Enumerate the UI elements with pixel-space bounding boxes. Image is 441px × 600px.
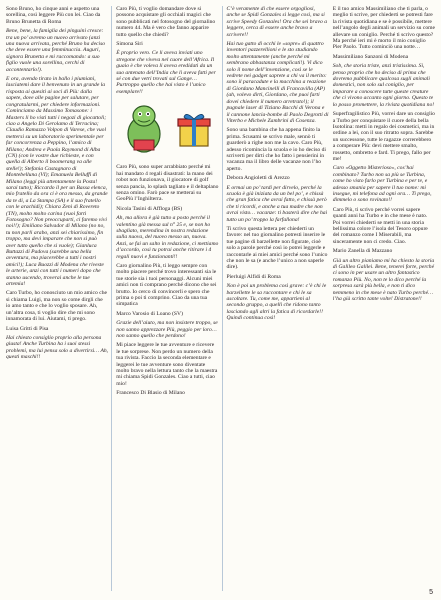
editor-reply: Già un altro pianiamo mi ha chiesto la storia di Galileo Galilei. Bene, tenerei forte, perché ci sono in per usare un altro fantastico romanzo Più. No, non te lo dico perché la sorpresa sarà più bella, e non ti dico nemmeno in che mese è nato Turbo perché… l’ha già scritto tante volte! Distratone!! <box>332 257 435 303</box>
lizard-icon <box>120 104 168 156</box>
reader-letter: Massimiliano Sanzoni di Modena <box>332 53 409 60</box>
reader-letter: Sono una bambina che ha appena finito la prima. Scusami se scrivo male, sennò ti guarderò a righe non me la cavo. Caro Più, adesso ricomincia la scuola e io ho deciso di scriverti per dirti che ho fatto i pensierini in vacanza ma il libro delle vacanze non l’ho aperto. <box>226 127 326 172</box>
reader-letter: Francesco Di Blasio di Milano <box>116 390 185 397</box>
page-number: 5 <box>429 589 433 596</box>
gift-box-icon <box>174 110 214 150</box>
reader-letter: Marco Varosio di Loano (SV) <box>116 310 183 317</box>
reader-letter: Superfragilistico Più, vorrei dare un consiglio a Turbo per conquistare il cuore della bella Isotolina: metti in regalo dei cosmetici, ma in ordine a lei, con il suo ritratto sopra. Sarebbe un successone, tutte le ragazze correrebbero a comperare Più: devi mettere smalto, rossetto, ombretto e fard. Ti prego, fallo per me! <box>332 111 435 162</box>
reader-letter: Ti scrivo questa lettera per chiederti un favore: nel tuo giornalino potresti inserire le tue pagine di barzellette non figurate, cioè solo a parole perché così io potrei leggerle e raccontarle ai miei amici perché sono l’unico che non le sa (e anche l’unico a non saperle dire). <box>226 226 328 271</box>
reader-letter: Caro Più, ti scrivo perché vorrei sapere quanti anni ha Turbo e in che mese è nato. Poi vorrei chiederti se metti in una storia bellissima colore l’isola del Tesoro oppure del romanzo come I Miserabili, ma sinceramente non ci credo. Ciao. <box>332 206 428 245</box>
editor-reply: E ora, avendo tirato in ballo i piumiani, lasciatemi dare il benvenuto in un grande la risposta ai quesiti ai soci di Più: dalla sapete, dove alle pagine per salutare, per congratularmi, per chiedere informazioni. Cominciamo da Massimo Tomasone: i Masters li ho visti tutti i negozi di giocattoli; ciao a Angelo Di Gerolamo di Terracina; Claudio Ramazzo Volpon di Varese, che vuol mettersi su un laboratorio sperimentale per far concorrenza a Peppino, l’amico di Milano; Andrea e Paola Raymond di Alba (CN) (con le vostre due richieste, e con quella di Alberto il boomerang va alle stelle!); Stefania Castagnaro di Montebelluna (VI); Emanuela Belluffi di Milano (leggi più attentamente la Posta! sarai tutto); Riccardo il per un Bassa elenca, mio fratello da ora ci è ora messo, da grande da te di, a La Stampa (SA) e il suo fratello con le arachidi); Chiara Zeni di Rovereto (TN), molto molto carina (vuoi farti Fotosogno? Non preoccuparti, ci faremo vivi noi!!); Emiliano Salvador di Milano (no no, tu non parli arabo, anzi sei chiarissimo, fin troppo, ma devi imparare che non si può aver tutto quello che si vuole); Gianluca Buttazzi di Padova (sarebbe una bella avventura, ma piacerebbe a tutti i nostri amici!); Luca Buozzi di Modena che riveste le arterie, anzi con tutti i numeri dopo che stanno uscendo, troverai anche le tue artemia! <box>6 76 108 288</box>
editor-reply: Hai tuo gatto di occhi le «sopre» di quattro inventori pazzerellioni e le sto studiando molto attentamente (anche perché mi sembrano abbastanza complicati!). Vi dico solo il nome dell’invenzione, così se le vedrete nei gadget saprete a chi va il merito: sono il paracadute e la macchina a reazione di Giordano Mancinelli di Francavilla (AP) (ah, volevo dirti, Giordano, che puoi farti dovei chiedere il numero arretrato!); il pugnale laser di Tiziano Bacchi di Verona e il cannone lancia-bombe di Paolo Degrotti di Viterbo e Michele Zambrini di Cosenza. <box>226 41 329 124</box>
reader-letter: Debora Angioletti di Arezzo <box>226 175 290 182</box>
editor-reply: È proprio vero. Ce li aveva inviati uno stregone che viveva nel cuore dell’Africa. Il guaio è che voleva li aveva eredidati da un suo antenato dell’India che li aveva fatti per sé con due vetri trovati sul Gange… Purtroppo quello che hai visto è l’unico esemplare!! <box>116 50 216 95</box>
editor-reply: Bene, bene, la famiglia dei pinguini cresce: tra un po’ avremo un nuovo arrivato (anzi una nuova arrivata, perché Bruno ha deciso che deve essere una femminuccia. Auguri, signora Brunetta e mi raccomando: a suo figlio vuole una sorellina, cerchi di accontentarlo!). <box>6 28 106 73</box>
editor-reply: Non è poi un problema così grave: c’è chi le barzellette le sa raccontare e chi le sa ascoltare. Tu, come me, appartieni al secondo gruppo, a quelli che ridono tanto lasciando agli altri la fatica di ricordarle!! Quindi continua così! <box>226 283 327 322</box>
editor-reply: E ormai un po’ tardi per dirvelo, perché la scuola è già iniziata da un bel po’, e chissà che gran fatica che avrai fatto, e chissà però che ti ricordi, e anche a tua madre che non avrai visto… vacanze: ti basterà dire che hai tutto un po’ troppo la farfallona! <box>226 184 328 223</box>
reader-letter: Caro Più, ti voglio domandare dove si possono acquistare gli occhiali magici che sono pubblicati nel fotosogno del giornalino numero 44. Ma è vero che fanno apparire tutto quello che chiedi? <box>116 6 216 38</box>
reader-letter: Simona Siri <box>116 41 143 48</box>
editor-reply: Sob, che storia triste, anzi tristissima. Sì, penso proprio che ho deciso di prima che dovremo pubblicare qualcosa sugli animali domestici, non solo sul coniglio, per imparare a conoscere tutte queste creature che ci vivono accanto ogni giorno. Questo te lo posso promettere, la rivista quotidiana no! <box>332 63 435 108</box>
editor-reply: Hai chiesto consiglio proprio alla persona giusta! Anche Turbina ha i suoi stessi problemi, ma lui pensa solo a divertirsi… Ah, questi maschi!! <box>6 334 109 361</box>
column-1 <box>6 6 112 591</box>
reader-letter: Caro Turbo, ho conosciuto un mio amico che si chiama Luigi, ma non so come dirgli che io amo tanto e che lo voglio sposare. Ah, un’altra cosa, ti voglio dire che mi sono innamorata di lui. Aiutami, ti prego. <box>6 290 107 323</box>
letters-columns <box>6 6 435 591</box>
reader-letter: Sono Bruno, ho cinque anni e aspetto una sorellina, così leggere Più con lei. Ciao da Bruno Brunetta di Roma <box>6 6 101 25</box>
reader-letter: E il tuo amico Massimiliano che ti parla, o meglio ti scrive, per chiederti se potresti fare la rivista quotidiana e se è possibile, mettere nell’angolo degli animali un servizio su come allevare un coniglio. Perché ti scrivo questo? Ma perché ieri mi è morto il mio coniglio Pier Paolo. Tutto cominciò una notte… <box>332 6 435 51</box>
reader-letter: Mi piace leggere le tue avventure e ricevere le tue sorprese. Non perdo un numero della tua rivista. Faccio la seconda elementare e leggerei le tue avventure sono diventate molto bravo nella lettura tanto che la maestra mi chiama Spidi Gonzales. Ciao a tutti, ciao mio! <box>116 342 218 387</box>
reader-letter: Nicola Tasini di Affloga (BS) <box>116 205 183 212</box>
column-2 <box>116 6 222 591</box>
reader-letter: Caro giornalino Più, ti leggo sempre con molto piacere perché trovo interessanti sia le tue storie sia i tuoi personaggi. Alcuni miei amici non ti comprano perché dicono che sei brutto. Io cerco di convincerli e spero che prima o poi ti comprino. Ciao da una tua simpatica <box>116 262 217 308</box>
column-4 <box>333 6 435 591</box>
illustration-lizard-and-gift <box>116 100 218 160</box>
editor-reply: C’è veramente di che essere orgogliosi, anche se Spidi Gonzales si legge così, ma si scrive Speedy Gonzales! Ora che sei bravo a leggere, cerca di essere anche bravo a scrivere!! <box>226 6 328 38</box>
reader-letter: Caro Più, sono super arrabbiato perché mi hai mandato 4 regali disastrati: la mano dei robot non funzionava, il giocatore di golf senza pancia, lo splash tagliato e il deltaplano senza omino. Farò pace se metterai su GeoPiù l’Inghilterra. <box>116 164 219 203</box>
editor-reply: Caro «Oggetto Misterioso», cos’hai combinato? Turbo non sa più se Turbina, come ho visto farlo per Turbina e per te, e adesso smania per sapere il tuo nome: mi insegue, mi telefona ad ogni ora… Ti prego, dimmelo o sono rovinato!! <box>332 165 432 204</box>
reader-letter: Mario Zanella di Mazzano <box>332 248 393 255</box>
column-3 <box>227 6 329 591</box>
reader-letter: Pierluigi Alfidi di Roma <box>226 273 281 280</box>
reader-letter: Luisa Gritti di Pisa <box>6 325 49 332</box>
editor-reply: Grazie dell’aiuto, ma non insistere troppo, se non sanno apprezzare Più, peggio per loro… non sanno quello che perdono! <box>116 320 218 340</box>
editor-reply: Ah, ma allora è già tutto a posto perché il valentino già messa sul n° 25 e, se non ho sbagliato, merendina in nostra redazione sulla nuova, del nuovo messo un, nuova. Anzi, se fai un salto in redazione, ci mettiamo d’accordo, così tu potrai anche ritirare i 4 regali nuovi e funzionanti!! <box>116 215 219 260</box>
